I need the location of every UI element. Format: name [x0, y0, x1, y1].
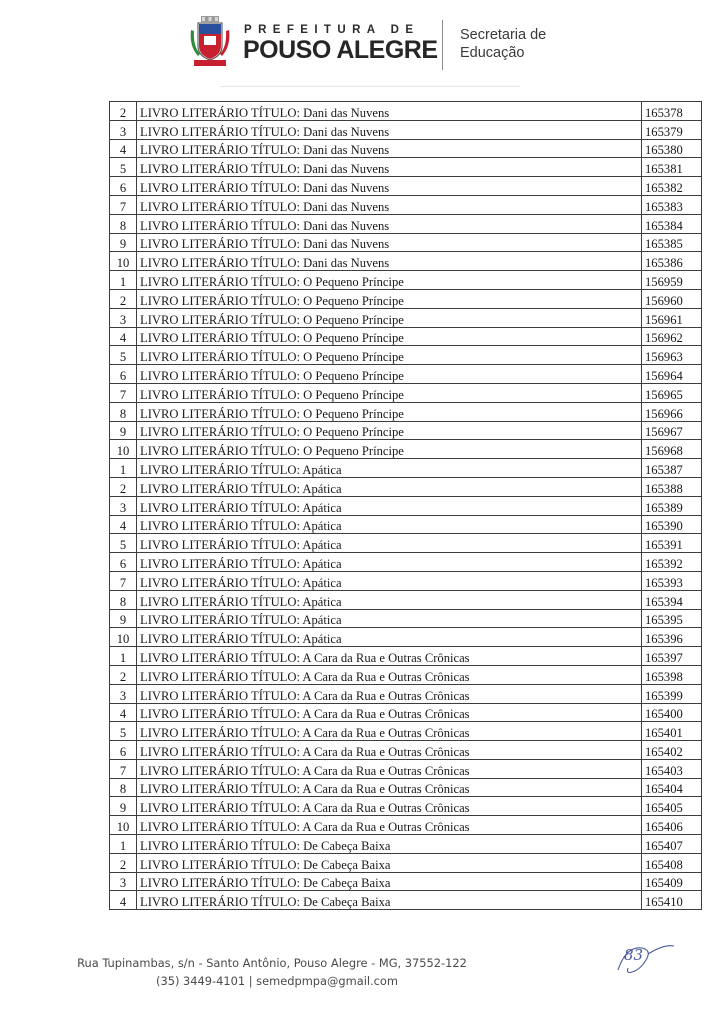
- asset-code: 156968: [642, 440, 702, 459]
- table-row: [110, 402, 702, 421]
- book-title: LIVRO LITERÁRIO TÍTULO: A Cara da Rua e Outras Crônicas: [137, 797, 642, 816]
- book-title: LIVRO LITERÁRIO TÍTULO: De Cabeça Baixa: [137, 891, 642, 910]
- table-row: [110, 365, 702, 384]
- table-row: [110, 139, 702, 158]
- item-number: 1: [110, 271, 137, 290]
- book-title: LIVRO LITERÁRIO TÍTULO: A Cara da Rua e Outras Crônicas: [137, 703, 642, 722]
- table-row: [110, 872, 702, 891]
- table-row: [110, 383, 702, 402]
- asset-code: 165384: [642, 214, 702, 233]
- table-row: [110, 797, 702, 816]
- asset-code: 156967: [642, 421, 702, 440]
- city-crest-icon: [188, 16, 232, 68]
- item-number: 6: [110, 365, 137, 384]
- item-number: 5: [110, 346, 137, 365]
- item-number: 4: [110, 703, 137, 722]
- organization-label: PREFEITURA DE: [244, 24, 420, 36]
- book-title: LIVRO LITERÁRIO TÍTULO: O Pequeno Príncipe: [137, 402, 642, 421]
- item-number: 7: [110, 571, 137, 590]
- book-title: LIVRO LITERÁRIO TÍTULO: Apática: [137, 609, 642, 628]
- book-title: LIVRO LITERÁRIO TÍTULO: Dani das Nuvens: [137, 214, 642, 233]
- asset-code: 165379: [642, 120, 702, 139]
- asset-code: 165399: [642, 684, 702, 703]
- table-row: [110, 440, 702, 459]
- table-row: [110, 553, 702, 572]
- department-line-1: Secretaria de: [460, 27, 547, 43]
- asset-code: 165388: [642, 477, 702, 496]
- table-row: [110, 271, 702, 290]
- book-title: LIVRO LITERÁRIO TÍTULO: Apática: [137, 590, 642, 609]
- table-row: [110, 195, 702, 214]
- header-divider: [442, 20, 443, 70]
- book-title: LIVRO LITERÁRIO TÍTULO: Apática: [137, 553, 642, 572]
- asset-code: 165398: [642, 665, 702, 684]
- table-row: [110, 459, 702, 478]
- signature-mark-icon: [612, 940, 678, 980]
- book-title: LIVRO LITERÁRIO TÍTULO: Dani das Nuvens: [137, 233, 642, 252]
- footer-contact: (35) 3449-4101 | semedpmpa@gmail.com: [156, 974, 398, 988]
- asset-code: 165407: [642, 835, 702, 854]
- book-title: LIVRO LITERÁRIO TÍTULO: Dani das Nuvens: [137, 177, 642, 196]
- table-row: [110, 534, 702, 553]
- table-row: [110, 214, 702, 233]
- item-number: 1: [110, 835, 137, 854]
- item-number: 9: [110, 797, 137, 816]
- table-row: [110, 835, 702, 854]
- department-line-2: Educação: [460, 45, 525, 61]
- book-title: LIVRO LITERÁRIO TÍTULO: A Cara da Rua e Outras Crônicas: [137, 647, 642, 666]
- table-row: [110, 741, 702, 760]
- item-number: 3: [110, 308, 137, 327]
- item-number: 7: [110, 195, 137, 214]
- table-row: [110, 590, 702, 609]
- item-number: 8: [110, 778, 137, 797]
- item-number: 6: [110, 177, 137, 196]
- book-title: LIVRO LITERÁRIO TÍTULO: Apática: [137, 571, 642, 590]
- table-row: [110, 571, 702, 590]
- book-title: LIVRO LITERÁRIO TÍTULO: O Pequeno Príncipe: [137, 383, 642, 402]
- book-title: LIVRO LITERÁRIO TÍTULO: Dani das Nuvens: [137, 252, 642, 271]
- asset-code: 165392: [642, 553, 702, 572]
- book-title: LIVRO LITERÁRIO TÍTULO: De Cabeça Baixa: [137, 835, 642, 854]
- asset-code: 165380: [642, 139, 702, 158]
- table-row: [110, 421, 702, 440]
- asset-code: 165397: [642, 647, 702, 666]
- book-title: LIVRO LITERÁRIO TÍTULO: A Cara da Rua e Outras Crônicas: [137, 759, 642, 778]
- table-row: [110, 853, 702, 872]
- item-number: 9: [110, 421, 137, 440]
- asset-code: 165383: [642, 195, 702, 214]
- book-title: LIVRO LITERÁRIO TÍTULO: Dani das Nuvens: [137, 195, 642, 214]
- asset-code: 165385: [642, 233, 702, 252]
- item-number: 6: [110, 741, 137, 760]
- item-number: 2: [110, 102, 137, 121]
- asset-code: 165382: [642, 177, 702, 196]
- table-row: [110, 684, 702, 703]
- letterhead: [188, 14, 568, 74]
- book-title: LIVRO LITERÁRIO TÍTULO: A Cara da Rua e Outras Crônicas: [137, 778, 642, 797]
- asset-code: 156965: [642, 383, 702, 402]
- asset-code: 156959: [642, 271, 702, 290]
- asset-code: 156963: [642, 346, 702, 365]
- item-number: 7: [110, 383, 137, 402]
- page-number: 83: [624, 946, 644, 964]
- table-row: [110, 665, 702, 684]
- asset-code: 165400: [642, 703, 702, 722]
- item-number: 8: [110, 402, 137, 421]
- asset-code: 165405: [642, 797, 702, 816]
- item-number: 2: [110, 665, 137, 684]
- asset-code: 165378: [642, 102, 702, 121]
- book-title: LIVRO LITERÁRIO TÍTULO: Apática: [137, 534, 642, 553]
- item-number: 10: [110, 628, 137, 647]
- book-title: LIVRO LITERÁRIO TÍTULO: Dani das Nuvens: [137, 139, 642, 158]
- book-title: LIVRO LITERÁRIO TÍTULO: Dani das Nuvens: [137, 158, 642, 177]
- book-title: LIVRO LITERÁRIO TÍTULO: Apática: [137, 496, 642, 515]
- header-rule: [220, 86, 520, 87]
- item-number: 4: [110, 139, 137, 158]
- asset-code: 165401: [642, 722, 702, 741]
- asset-code: 165391: [642, 534, 702, 553]
- table-row: [110, 778, 702, 797]
- department-name: [460, 26, 546, 62]
- asset-code: 165408: [642, 853, 702, 872]
- table-row: [110, 609, 702, 628]
- book-title: LIVRO LITERÁRIO TÍTULO: A Cara da Rua e Outras Crônicas: [137, 741, 642, 760]
- table-row: [110, 759, 702, 778]
- item-number: 8: [110, 590, 137, 609]
- item-number: 1: [110, 647, 137, 666]
- table-row: [110, 120, 702, 139]
- asset-code: 156964: [642, 365, 702, 384]
- asset-code: 165389: [642, 496, 702, 515]
- table-row: [110, 515, 702, 534]
- book-title: LIVRO LITERÁRIO TÍTULO: Apática: [137, 459, 642, 478]
- table-row: [110, 346, 702, 365]
- table-row: [110, 477, 702, 496]
- book-title: LIVRO LITERÁRIO TÍTULO: A Cara da Rua e Outras Crônicas: [137, 684, 642, 703]
- book-title: LIVRO LITERÁRIO TÍTULO: Dani das Nuvens: [137, 120, 642, 139]
- book-title: LIVRO LITERÁRIO TÍTULO: O Pequeno Príncipe: [137, 308, 642, 327]
- table-row: [110, 327, 702, 346]
- table-row: [110, 308, 702, 327]
- item-number: 4: [110, 891, 137, 910]
- book-title: LIVRO LITERÁRIO TÍTULO: O Pequeno Príncipe: [137, 365, 642, 384]
- asset-code: 165395: [642, 609, 702, 628]
- asset-code: 165409: [642, 872, 702, 891]
- book-title: LIVRO LITERÁRIO TÍTULO: O Pequeno Príncipe: [137, 271, 642, 290]
- asset-code: 165394: [642, 590, 702, 609]
- asset-code: 165396: [642, 628, 702, 647]
- asset-code: 165390: [642, 515, 702, 534]
- table-row: [110, 722, 702, 741]
- asset-code: 165381: [642, 158, 702, 177]
- table-row: [110, 252, 702, 271]
- book-title: LIVRO LITERÁRIO TÍTULO: O Pequeno Príncipe: [137, 327, 642, 346]
- book-title: LIVRO LITERÁRIO TÍTULO: O Pequeno Príncipe: [137, 421, 642, 440]
- item-number: 5: [110, 158, 137, 177]
- table-row: [110, 647, 702, 666]
- item-number: 7: [110, 759, 137, 778]
- item-number: 3: [110, 496, 137, 515]
- book-title: LIVRO LITERÁRIO TÍTULO: Apática: [137, 477, 642, 496]
- asset-code: 165393: [642, 571, 702, 590]
- table-row: [110, 233, 702, 252]
- item-number: 6: [110, 553, 137, 572]
- table-row: [110, 158, 702, 177]
- table-row: [110, 816, 702, 835]
- item-number: 5: [110, 534, 137, 553]
- asset-code: 165386: [642, 252, 702, 271]
- asset-code: 165404: [642, 778, 702, 797]
- item-number: 2: [110, 853, 137, 872]
- table-row: [110, 496, 702, 515]
- item-number: 3: [110, 872, 137, 891]
- footer-address: Rua Tupinambas, s/n - Santo Antônio, Pouso Alegre - MG, 37552-122: [77, 956, 467, 970]
- book-title: LIVRO LITERÁRIO TÍTULO: Apática: [137, 515, 642, 534]
- organization-name: POUSO ALEGRE: [243, 36, 438, 64]
- item-number: 1: [110, 459, 137, 478]
- item-number: 3: [110, 120, 137, 139]
- item-number: 9: [110, 609, 137, 628]
- asset-code: 156962: [642, 327, 702, 346]
- book-title: LIVRO LITERÁRIO TÍTULO: A Cara da Rua e Outras Crônicas: [137, 816, 642, 835]
- table-row: [110, 289, 702, 308]
- item-number: 10: [110, 816, 137, 835]
- item-number: 3: [110, 684, 137, 703]
- table-row: [110, 628, 702, 647]
- book-title: LIVRO LITERÁRIO TÍTULO: Apática: [137, 628, 642, 647]
- table-row: [110, 891, 702, 910]
- book-title: LIVRO LITERÁRIO TÍTULO: O Pequeno Príncipe: [137, 346, 642, 365]
- asset-code: 156961: [642, 308, 702, 327]
- item-number: 10: [110, 440, 137, 459]
- item-number: 2: [110, 477, 137, 496]
- book-title: LIVRO LITERÁRIO TÍTULO: O Pequeno Príncipe: [137, 289, 642, 308]
- asset-code: 156960: [642, 289, 702, 308]
- item-number: 5: [110, 722, 137, 741]
- book-title: LIVRO LITERÁRIO TÍTULO: A Cara da Rua e Outras Crônicas: [137, 722, 642, 741]
- item-number: 4: [110, 515, 137, 534]
- book-title: LIVRO LITERÁRIO TÍTULO: Dani das Nuvens: [137, 102, 642, 121]
- table-row: [110, 102, 702, 121]
- asset-code: 156966: [642, 402, 702, 421]
- asset-code: 165410: [642, 891, 702, 910]
- book-title: LIVRO LITERÁRIO TÍTULO: A Cara da Rua e Outras Crônicas: [137, 665, 642, 684]
- book-title: LIVRO LITERÁRIO TÍTULO: O Pequeno Príncipe: [137, 440, 642, 459]
- item-number: 2: [110, 289, 137, 308]
- item-number: 4: [110, 327, 137, 346]
- asset-code: 165387: [642, 459, 702, 478]
- asset-code: 165403: [642, 759, 702, 778]
- table-row: [110, 177, 702, 196]
- book-title: LIVRO LITERÁRIO TÍTULO: De Cabeça Baixa: [137, 853, 642, 872]
- table-row: [110, 703, 702, 722]
- book-title: LIVRO LITERÁRIO TÍTULO: De Cabeça Baixa: [137, 872, 642, 891]
- asset-code: 165406: [642, 816, 702, 835]
- book-inventory-table: [109, 101, 702, 910]
- item-number: 8: [110, 214, 137, 233]
- item-number: 10: [110, 252, 137, 271]
- item-number: 9: [110, 233, 137, 252]
- asset-code: 165402: [642, 741, 702, 760]
